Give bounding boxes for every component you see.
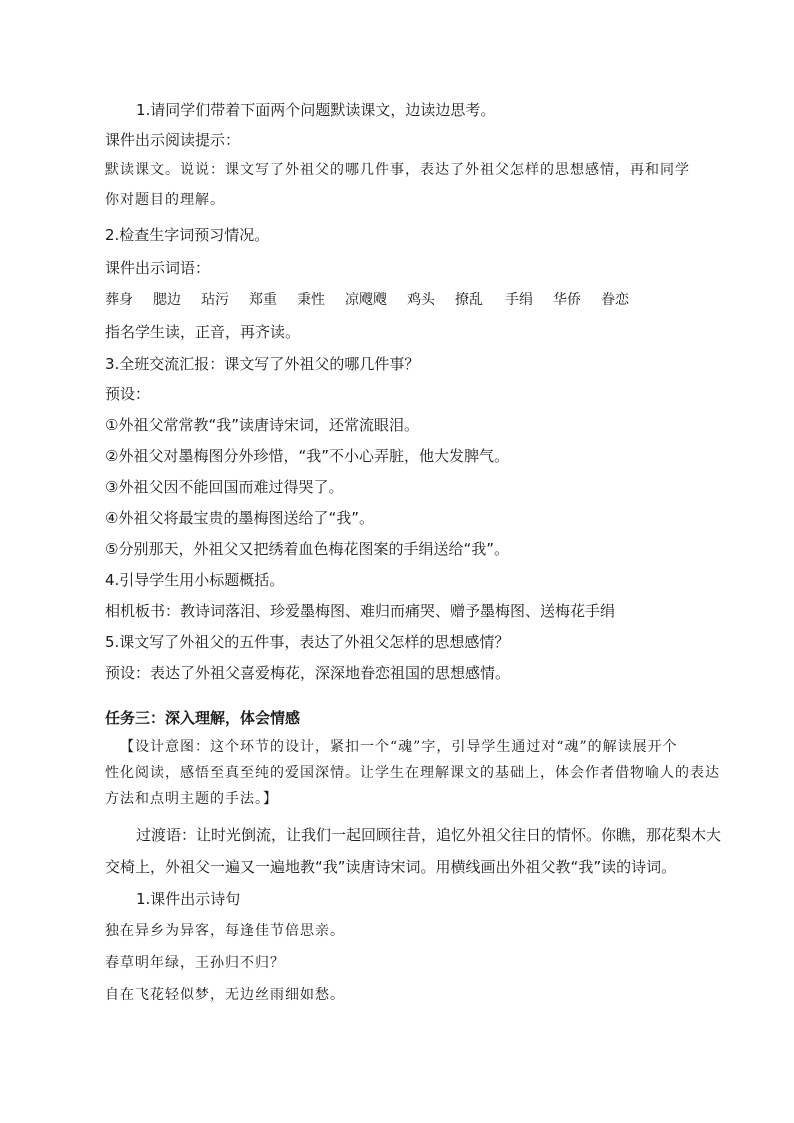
event-item-1: ①外祖父常常教“我”读唐诗宋词，还常流眼泪。 [105, 416, 419, 434]
step-3-text: 3.全班交流汇报：课文写了外祖父的哪几件事？ [105, 355, 420, 373]
vocab-word: 凉飕飕 [345, 292, 387, 308]
vocab-word: 眷恋 [601, 292, 629, 308]
event-item-4: ④外祖父将最宝贵的墨梅图送给了“我”。 [105, 509, 374, 527]
courseware-words-label: 课件出示词语： [105, 259, 211, 277]
preset-label: 预设： [105, 385, 151, 403]
reading-prompt-line-1: 默读课文。说说：课文写了外祖父的哪几件事，表达了外祖父怎样的思想感情，再和同学 [105, 162, 690, 178]
event-item-3: ③外祖父因不能回国而难过得哭了。 [105, 478, 344, 496]
vocab-word: 鸡头 [407, 292, 435, 308]
vocab-word: 玷污 [201, 292, 229, 308]
event-item-2: ②外祖父对墨梅图分外珍惜，“我”不小心弄脏，他大发脾气。 [105, 447, 509, 465]
design-intent-line-3: 方法和点明主题的手法。】 [105, 791, 278, 807]
section-heading: 任务三：深入理解，体会情感 [105, 709, 301, 727]
vocab-word: 华侨 [553, 292, 581, 308]
poem-line-1: 独在异乡为异客，每逢佳节倍思亲。 [105, 923, 345, 939]
vocabulary-list [105, 290, 665, 310]
read-instruction: 指名学生读，正音，再齐读。 [105, 323, 301, 341]
courseware-prompt-label: 课件出示阅读提示： [105, 131, 241, 149]
vocab-word: 撩乱 [455, 292, 483, 308]
vocab-word: 葬身 [105, 292, 133, 308]
vocab-word: 腮边 [153, 292, 181, 308]
design-intent-line-1: 【设计意图：这个环节的设计，紧扣一个“魂”字，引导学生通过对“魂”的解读展开个 [120, 739, 678, 755]
transition-line-2: 交椅上，外祖父一遍又一遍地教“我”读唐诗宋词。用横线画出外祖父教“我”读的诗词。 [105, 858, 677, 876]
design-intent-line-2: 性化阅读，感悟至真至纯的爱国深情。让学生在理解课文的基础上，体会作者借物喻人的表达 [105, 765, 720, 781]
step-1-text: 1.请同学们带着下面两个问题默读课文，边读边思考。 [136, 101, 496, 119]
poem-line-2: 春草明年绿，王孙归不归？ [105, 955, 285, 971]
step-1-poems-label: 1.课件出示诗句 [136, 890, 241, 908]
vocab-word: 郑重 [249, 292, 277, 308]
vocab-word: 秉性 [297, 292, 325, 308]
event-item-5: ⑤分别那天，外祖父又把绣着血色梅花图案的手绢送给“我”。 [105, 540, 509, 558]
step-5-text: 5.课文写了外祖父的五件事，表达了外祖父怎样的思想感情？ [105, 633, 510, 651]
board-writing: 相机板书：教诗词落泪、珍爱墨梅图、难归而痛哭、赠予墨梅图、送梅花手绢 [105, 602, 616, 620]
reading-prompt-line-2: 你对题目的理解。 [105, 192, 225, 208]
poem-line-3: 自在飞花轻似梦，无边丝雨细如愁。 [105, 987, 345, 1003]
preset-answer: 预设：表达了外祖父喜爱梅花，深深地眷恋祖国的思想感情。 [105, 664, 511, 682]
transition-line-1: 过渡语：让时光倒流，让我们一起回顾往昔，追忆外祖父往日的情怀。你瞧，那花梨木大 [136, 826, 722, 844]
step-4-text: 4.引导学生用小标题概括。 [105, 571, 285, 589]
vocab-word: 手绢 [505, 292, 533, 308]
step-2-text: 2.检查生字词预习情况。 [105, 226, 270, 244]
